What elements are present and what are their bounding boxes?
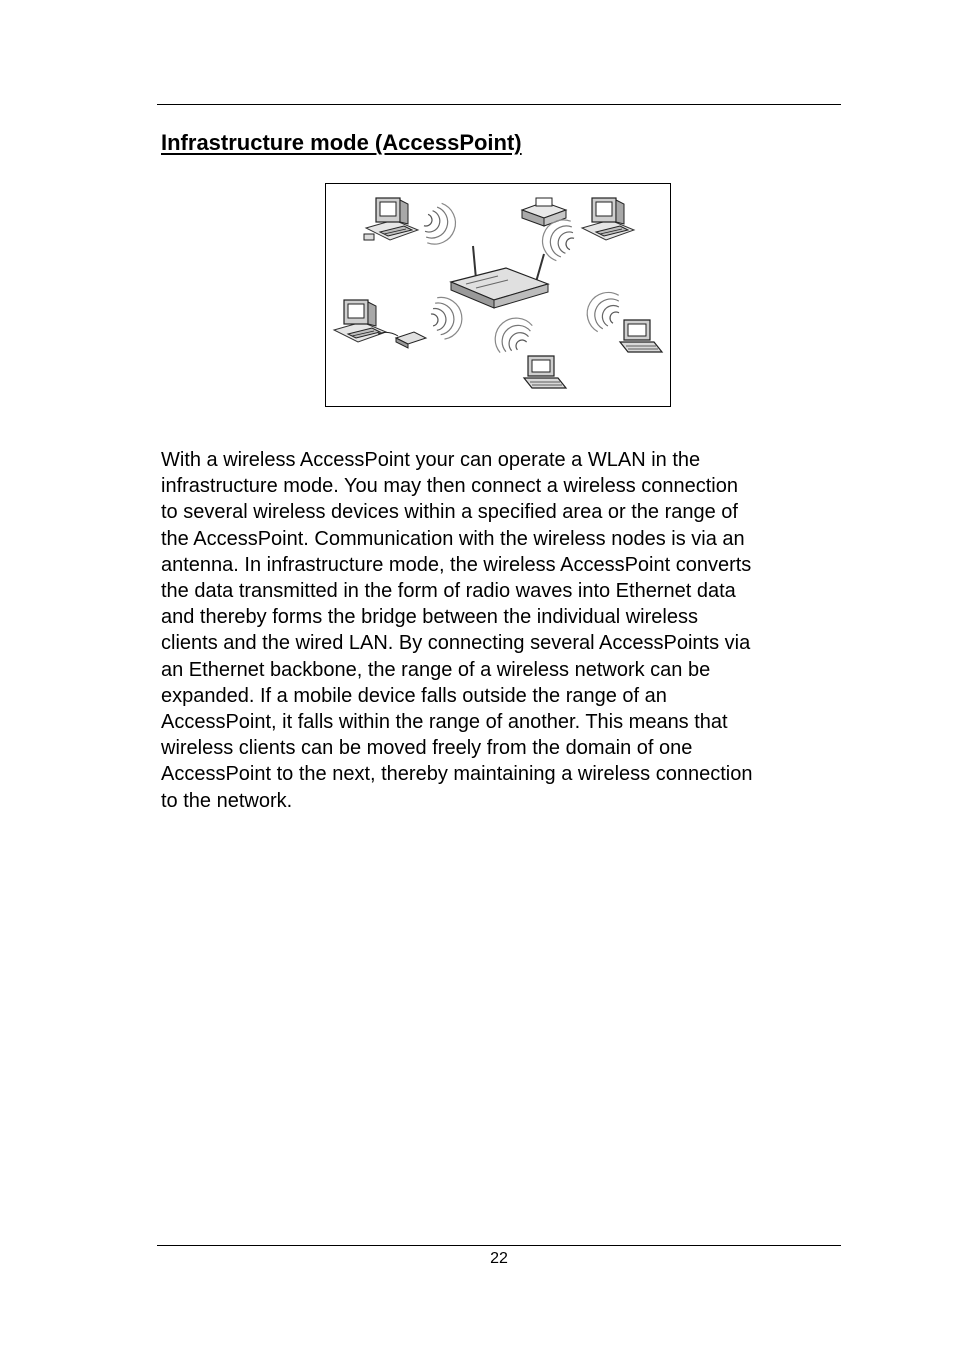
body-line: AccessPoint, it falls within the range of another. This means that [161,711,728,734]
body-paragraph [161,447,841,814]
radio-wave-icon [580,285,627,336]
body-line: wireless clients can be moved freely from the domain of one [161,737,693,760]
body-line: to several wireless devices within a specified area or the range of [161,501,738,524]
wireless-network-figure [325,183,671,407]
body-line: With a wireless AccessPoint your can operate a WLAN in the [161,449,701,471]
body-line: clients and the wired LAN. By connecting several AccessPoints via [161,632,751,655]
section-heading: Infrastructure mode (AccessPoint) [161,130,522,155]
body-line: AccessPoint to the next, thereby maintaining a wireless connection [161,763,753,786]
body-line: to the network. [161,789,293,812]
body-line: antenna. In infrastructure mode, the wireless AccessPoint converts [161,553,752,576]
body-line: an Ethernet backbone, the range of a wireless network can be [161,658,711,681]
radio-wave-icon [419,200,462,250]
body-line: and thereby forms the bridge between the individual wireless [161,606,698,629]
wireless-adapter-icon [396,332,426,348]
footer-rule [157,1245,841,1246]
body-line: expanded. If a mobile device falls outside the range of an [161,684,667,707]
radio-wave-icon [487,310,538,360]
desktop-computer-icon [334,300,386,342]
body-line: the AccessPoint. Communication with the wireless nodes is via an [161,527,745,550]
laptop-icon [524,356,566,388]
body-line: infrastructure mode. You may then connect a wireless connection [161,475,738,498]
laptop-icon [620,320,662,352]
access-point-icon [451,246,548,308]
printer-icon [522,198,566,226]
wireless-adapter-icon [364,234,374,240]
radio-wave-icon [428,294,465,341]
page-number: 22 [490,1250,508,1267]
desktop-computer-icon [582,198,634,240]
body-line: the data transmitted in the form of radio waves into Ethernet data [161,580,736,603]
network-illustration [326,184,670,406]
header-rule [157,104,841,105]
